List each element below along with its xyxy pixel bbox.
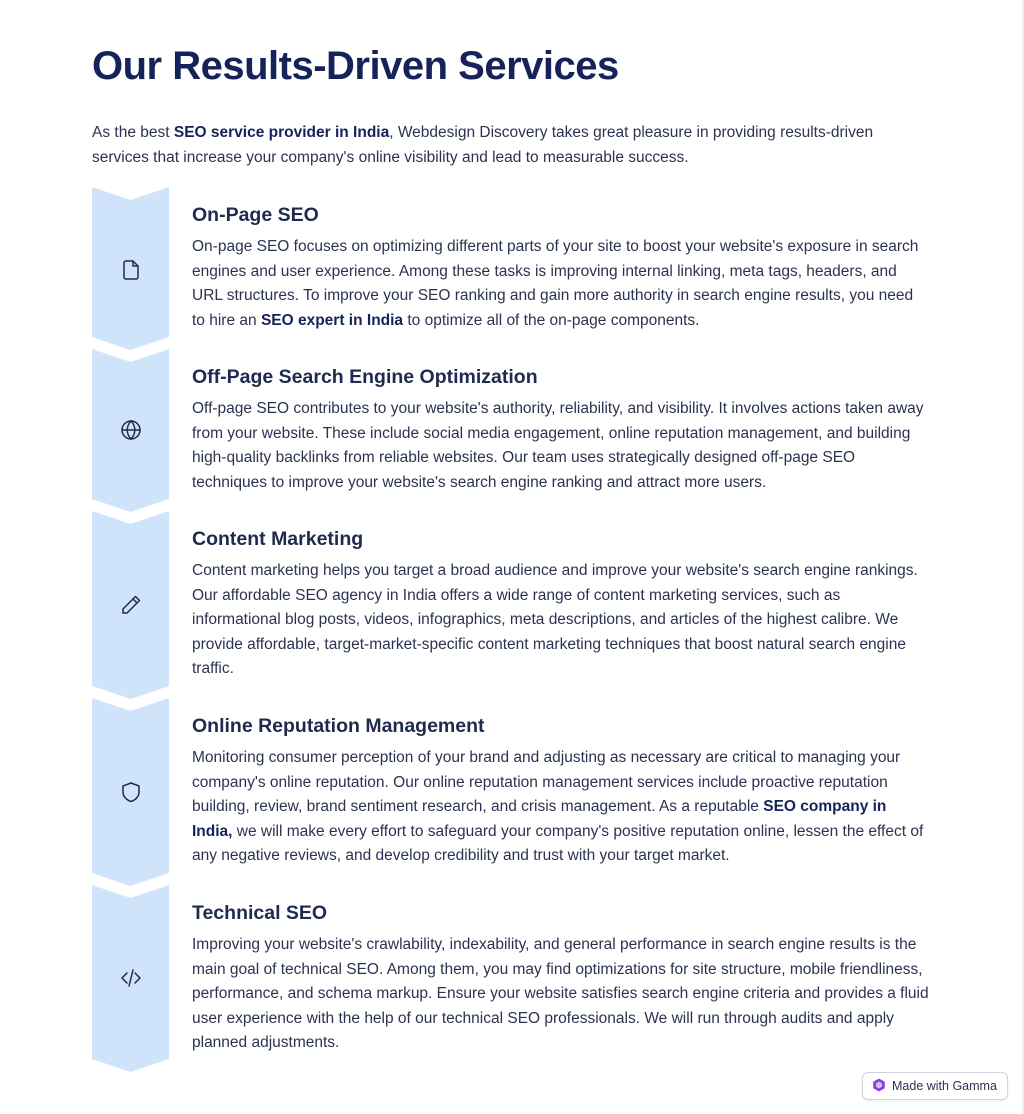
service-description — [192, 933, 930, 1056]
gamma-logo-icon — [872, 1078, 886, 1095]
service-description — [192, 397, 930, 495]
desc-text: Off-page SEO contributes to your website's authority, reliability, and visibility. It involves actions taken away from your website. These include social media engagement, online reputation management, and building high-quality backlinks from reliable websites. Our team uses strategically designed off-page SEO techniques to improve your website's search engine ranking and attract more users. — [192, 400, 924, 491]
intro-paragraph — [92, 120, 912, 170]
pencil-icon — [118, 592, 144, 618]
service-description — [192, 559, 930, 682]
service-title: Online Reputation Management — [192, 715, 485, 737]
globe-icon — [118, 417, 144, 443]
intro-suffix: , Webdesign Discovery takes great pleasure in providing results-driven services that increase your company's online visibility and lead to measurable success. — [92, 124, 874, 166]
desc-text: Monitoring consumer perception of your brand and adjusting as necessary are critical to managing your company's online reputation. Our online reputation management services include proactive reputation building, review, brand sentiment research, and crisis management. As a reputable — [192, 749, 901, 816]
shield-icon — [118, 779, 144, 805]
service-title: Technical SEO — [192, 902, 328, 924]
page-title: Our Results-Driven Services — [92, 44, 619, 88]
service-title: Off-Page Search Engine Optimization — [192, 366, 538, 388]
gamma-badge-label: Made with Gamma — [892, 1079, 997, 1093]
desc-text-end: we will make every effort to safeguard your company's positive reputation online, lessen the effect of any negative reviews, and develop credibility and trust with your target market. — [192, 822, 924, 865]
service-description — [192, 235, 930, 333]
desc-text-end: to optimize all of the on-page components. — [403, 311, 700, 329]
desc-highlight: SEO company in India, — [192, 798, 887, 840]
service-description — [192, 746, 930, 869]
made-with-gamma-badge[interactable] — [862, 1072, 1008, 1100]
desc-text: Content marketing helps you target a broad audience and improve your website's search engine rankings. Our affordable SEO agency in India offers a wide range of content marketing services, such as informational blog posts, videos, infographics, meta descriptions, and articles of the highest calibre. We provide affordable, target-market-specific content marketing techniques that boost natural search engine traffic. — [192, 562, 918, 678]
desc-text: On-page SEO focuses on optimizing different parts of your site to boost your website's exposure in search engines and user experience. Among these tasks is improving internal linking, meta tags, headers, and URL structures. To improve your SEO ranking and gain more authority in search engine results, you need to hire an — [192, 238, 919, 329]
desc-text: Improving your website's crawlability, indexability, and general performance in search engine results is the main goal of technical SEO. Among them, you may find optimizations for site structure, mobile friendliness, performance, and schema markup. Ensure your website satisfies search engine criteria and provides a fluid user experience with the help of our technical SEO professionals. We will run through audits and apply planned adjustments. — [192, 936, 929, 1052]
service-title: On-Page SEO — [192, 204, 319, 226]
document-icon — [118, 257, 144, 283]
code-icon — [118, 965, 144, 991]
service-title: Content Marketing — [192, 528, 364, 550]
intro-prefix: As the best — [92, 124, 174, 141]
intro-highlight: SEO service provider in India — [173, 124, 390, 141]
desc-highlight: SEO expert in India — [260, 311, 404, 329]
